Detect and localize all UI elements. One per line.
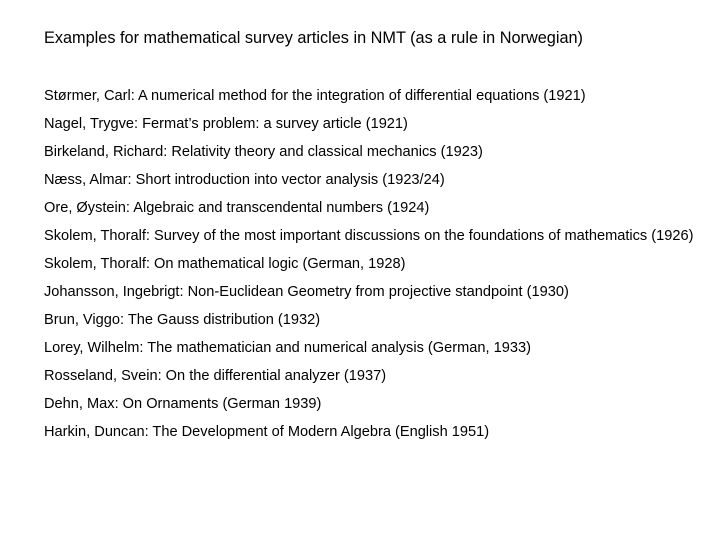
list-item: Johansson, Ingebrigt: Non-Euclidean Geometry from projective standpoint (1930) — [44, 284, 569, 300]
list-item: Dehn, Max: On Ornaments (German 1939) — [44, 396, 322, 412]
list-item: Nagel, Trygve: Fermat’s problem: a survey article (1921) — [44, 116, 408, 132]
list-item: Ore, Øystein: Algebraic and transcendental numbers (1924) — [44, 200, 430, 216]
list-item: Birkeland, Richard: Relativity theory and classical mechanics (1923) — [44, 144, 483, 160]
list-item: Skolem, Thoralf: Survey of the most important discussions on the foundations of mathematics (1926) — [44, 228, 694, 244]
list-item: Brun, Viggo: The Gauss distribution (1932) — [44, 312, 321, 328]
list-item: Rosseland, Svein: On the differential analyzer (1937) — [44, 368, 387, 384]
list-item: Størmer, Carl: A numerical method for the integration of differential equations (1921) — [44, 88, 586, 104]
article-list — [44, 82, 694, 446]
list-item: Lorey, Wilhelm: The mathematician and numerical analysis (German, 1933) — [44, 340, 531, 356]
slide-title: Examples for mathematical survey articles in NMT (as a rule in Norwegian) — [44, 29, 583, 47]
list-item: Skolem, Thoralf: On mathematical logic (German, 1928) — [44, 256, 406, 272]
list-item: Harkin, Duncan: The Development of Modern Algebra (English 1951) — [44, 424, 490, 440]
list-item: Næss, Almar: Short introduction into vector analysis (1923/24) — [44, 172, 445, 188]
